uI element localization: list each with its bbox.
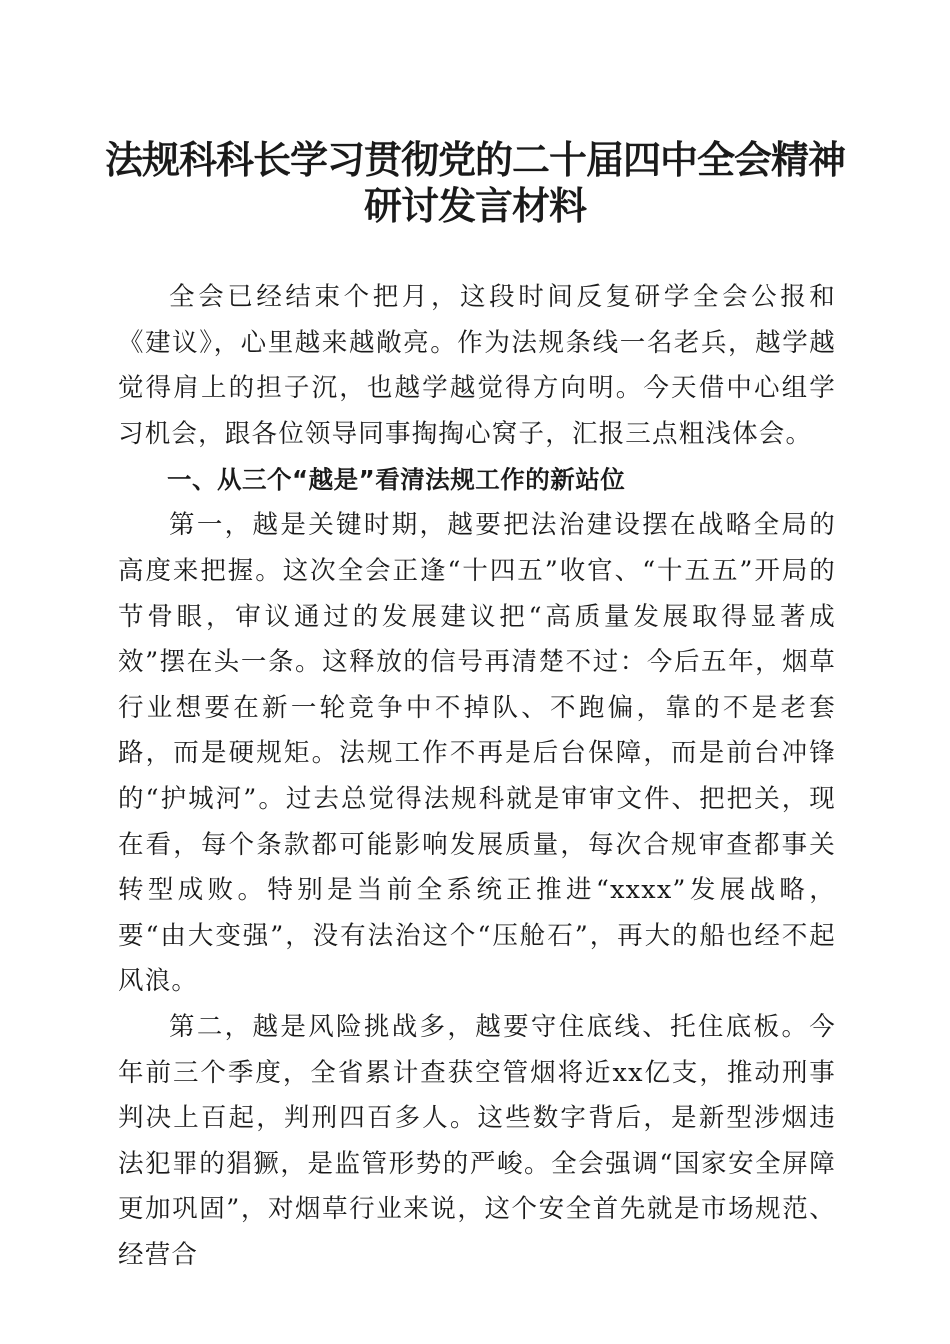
document-body: [118, 275, 836, 1278]
document-title-line-2: 研讨发言材料: [363, 183, 586, 228]
body-paragraph-2: 第二，越是风险挑战多，越要守住底线、托住底板。今年前三个季度，全省累计查获空管烟将近xx亿支，推动刑事判决上百起，判刑四百多人。这些数字背后，是新型涉烟违法犯罪的猖獗，是监管形势的严峻。全会强调“国家安全屏障更加巩固”，对烟草行业来说，这个安全首先就是市场规范、经营合: [118, 1011, 836, 1270]
section-heading-1: 一、从三个“越是”看清法规工作的新站位: [167, 465, 626, 495]
intro-paragraph: 全会已经结束个把月，这段时间反复研学全会公报和《建议》，心里越来越敞亮。作为法规条线一名老兵，越学越觉得肩上的担子沉，也越学越觉得方向明。今天借中心组学习机会，跟各位领导同事掏掏心窝子，汇报三点粗浅体会。: [118, 282, 836, 449]
body-paragraph-1: 第一，越是关键时期，越要把法治建设摆在战略全局的高度来把握。这次全会正逢“十四五”收官、“十五五”开局的节骨眼，审议通过的发展建议把“高质量发展取得显著成效”摆在头一条。这释放的信号再清楚不过：今后五年，烟草行业想要在新一轮竞争中不掉队、不跑偏，靠的不是老套路，而是硬规矩。法规工作不再是后台保障，而是前台冲锋的“护城河”。过去总觉得法规科就是审审文件、把把关，现在看，每个条款都可能影响发展质量，每次合规审查都事关转型成败。特别是当前全系统正推进“xxxx”发展战略，要“由大变强”，没有法治这个“压舱石”，再大的船也经不起风浪。: [118, 510, 836, 997]
document-title-line-1: 法规科科长学习贯彻党的二十届四中全会精神: [104, 137, 845, 182]
